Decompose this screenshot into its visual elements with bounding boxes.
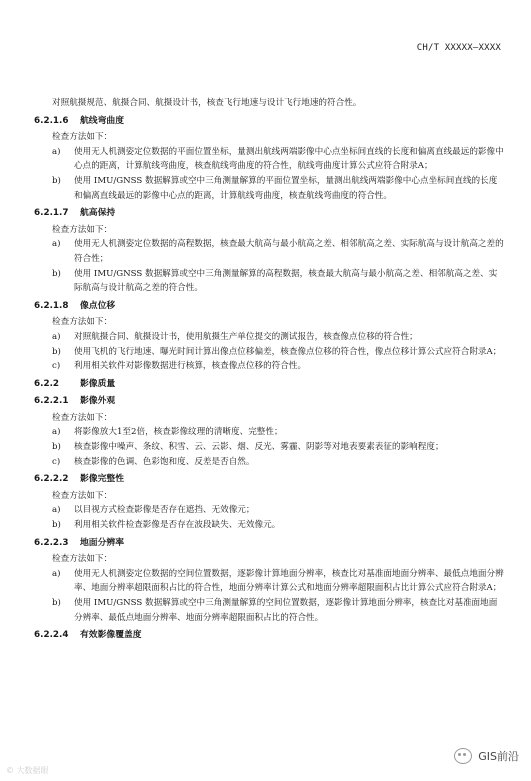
list-item (34, 596, 504, 625)
section-title: 影像质量 (80, 378, 116, 389)
list-item (34, 174, 504, 203)
list-item (34, 237, 504, 266)
list-item-text: 以目视方式检查影像是否存在遮挡、无效像元； (74, 505, 255, 516)
list-item-text: 将影像放大1至2倍，核查影像纹理的清晰度、完整性； (74, 427, 283, 438)
section-number: 6.2.1.6 (34, 115, 69, 126)
list-item-text: 核查影像中噪声、条纹、积雪、云、云影、烟、反光、雾霾、阴影等对地表要素表征的影响程度； (74, 442, 444, 453)
list-item-text: 使用 IMU/GNSS 数据解算或空中三角测量解算的高程数据，核查最大航高与最小航高之差、相邻航高之差、实际航高与设计航高之差的符合性。 (74, 268, 498, 294)
list-item-text: 对照航摄合同、航摄设计书，使用航摄生产单位提交的测试报告，核查像点位移的符合性； (74, 331, 418, 342)
list-item-label: a) (52, 505, 61, 516)
list-item-label: a) (52, 427, 61, 438)
section-title: 有效影像覆盖度 (80, 630, 142, 641)
list-item-label: a) (52, 146, 61, 157)
section-heading (34, 536, 504, 551)
list-item-text: 使用无人机测姿定位数据的平面位置坐标，量测出航线两端影像中心点坐标间直线的长度和偏离直线最远的影像中心点的距离，计算航线弯曲度，核查航线弯曲度的符合性，航线弯曲度计算公式应符合附录A； (74, 146, 504, 172)
method-intro: 检查方法如下： (52, 490, 113, 501)
section-number: 6.2.1.8 (34, 300, 69, 311)
section-heading (34, 394, 504, 409)
method-intro: 检查方法如下： (52, 224, 113, 235)
list-item-label: b) (52, 442, 61, 453)
list-item-text: 利用相关软件检查影像是否存在波段缺失、无效像元。 (74, 520, 281, 531)
method-intro: 检查方法如下： (52, 317, 113, 328)
list-item-label: a) (52, 239, 61, 250)
list-item-text: 核查影像的色调、色彩饱和度、反差是否自然。 (74, 456, 255, 467)
section-title: 航线弯曲度 (80, 115, 124, 126)
watermark-right (454, 748, 519, 764)
section-title: 地面分辨率 (80, 537, 124, 548)
list-item-text: 使用 IMU/GNSS 数据解算或空中三角测量解算的平面位置坐标，量测出航线两端影像中心点坐标间直线的长度和偏离直线最远的影像中心点的距离，计算航线弯曲度，核查航线弯曲度的符合性。 (74, 175, 498, 201)
section-heading (34, 377, 504, 392)
list-item (34, 267, 504, 296)
section-number: 6.2.1.7 (34, 208, 69, 219)
watermark-right-text: GIS前沿 (478, 750, 519, 763)
list-item-label: c) (52, 361, 61, 372)
method-intro: 检查方法如下： (52, 554, 113, 565)
list-item-label: c) (52, 456, 61, 467)
list-item-label: a) (52, 331, 61, 342)
section-title: 影像外观 (80, 396, 116, 407)
list-item-text: 利用相关软件对影像数据进行核算，核查像点位移的符合性。 (74, 361, 307, 372)
list-item (34, 567, 504, 596)
method-intro: 检查方法如下： (52, 412, 113, 423)
section-title: 影像完整性 (80, 474, 124, 485)
list-item-label: b) (52, 268, 61, 279)
section-heading (34, 114, 504, 129)
watermark-left: © 大数据眼 (6, 766, 49, 775)
list-item-label: a) (52, 568, 61, 579)
list-item (34, 359, 504, 374)
intro-paragraph: 对照航摄规范、航摄合同、航摄设计书，核查飞行地速与设计飞行地速的符合性。 (52, 98, 362, 108)
list-item-text: 使用无人机测姿定位数据的空间位置数据，逐影像计算地面分辨率，核查比对基准面地面分辨率、最低点地面分辨率、地面分辨率超限面积占比的符合性，地面分辨率计算公式和地面分辨率超限面积占比计算公式应符合附录A； (74, 568, 504, 594)
method-intro: 检查方法如下： (52, 132, 113, 143)
list-item-label: b) (52, 520, 61, 531)
list-item (34, 425, 504, 440)
list-item (34, 345, 504, 360)
list-item (34, 440, 504, 455)
section-number: 6.2.2.4 (34, 630, 69, 641)
section-heading (34, 206, 504, 221)
list-item (34, 518, 504, 533)
document-code-header: CH/T XXXXX—XXXX (416, 43, 501, 53)
section-heading (34, 628, 504, 643)
section-title: 航高保持 (80, 208, 116, 219)
list-item-text: 使用飞机的飞行地速、曝光时间计算出像点位移偏差，核查像点位移的符合性，像点位移计算公式应符合附录A； (74, 346, 502, 357)
wechat-icon (454, 748, 472, 764)
list-item-text: 使用无人机测姿定位数据的高程数据，核查最大航高与最小航高之差、相邻航高之差、实际航高与设计航高之差的符合性； (74, 239, 504, 264)
list-item-label: b) (52, 175, 61, 186)
list-item-label: b) (52, 598, 61, 608)
section-title: 像点位移 (80, 300, 116, 311)
sections-container (34, 114, 504, 643)
section-heading (34, 299, 504, 314)
section-number: 6.2.2 (34, 378, 60, 389)
list-item-text: 使用 IMU/GNSS 数据解算或空中三角测量解算的空间位置数据，逐影像计算地面分辨率，核查比对基准面地面分辨率、最低点地面分辨率、地面分辨率超限面积占比的符合性。 (74, 598, 498, 623)
list-item (34, 145, 504, 174)
section-number: 6.2.2.3 (34, 537, 69, 548)
list-item (34, 330, 504, 345)
list-item (34, 503, 504, 518)
list-item (34, 455, 504, 470)
list-item-label: b) (52, 346, 61, 357)
section-number: 6.2.2.1 (34, 396, 69, 407)
document-body (34, 96, 504, 645)
section-heading (34, 472, 504, 487)
section-number: 6.2.2.2 (34, 474, 69, 485)
